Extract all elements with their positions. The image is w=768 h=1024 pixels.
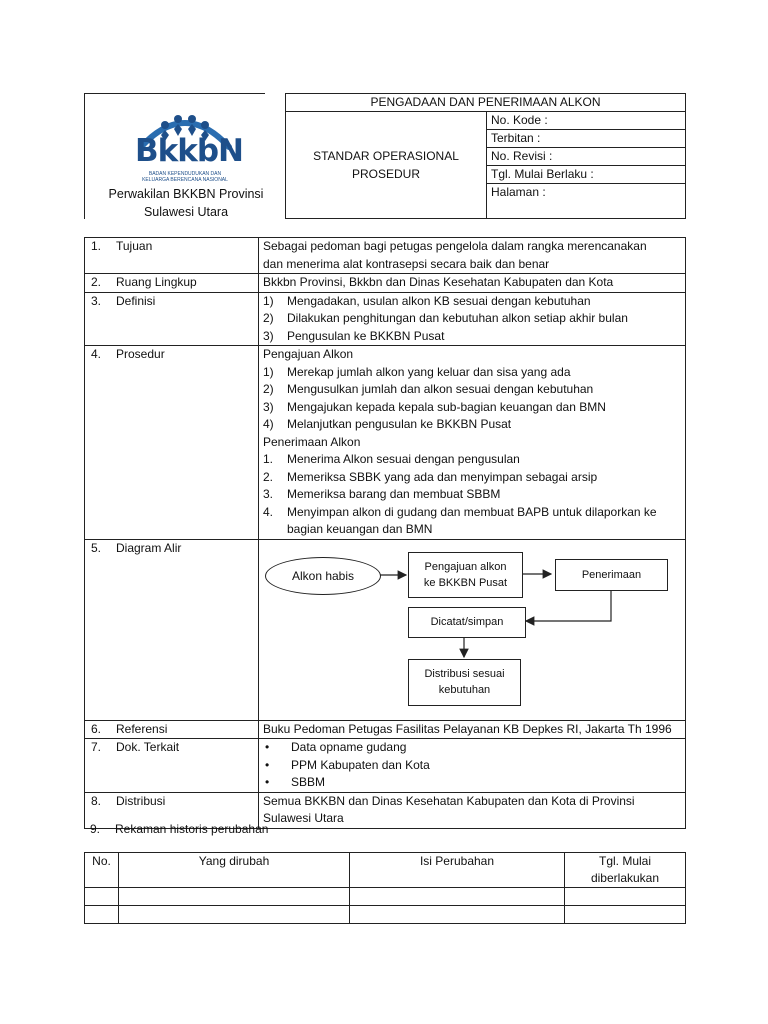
history-num: 9. bbox=[90, 822, 101, 836]
history-title-text: Rekaman historis perubahan bbox=[115, 822, 269, 836]
label-dok-terkait bbox=[85, 739, 259, 793]
value-distribusi bbox=[259, 792, 686, 828]
list-item bbox=[263, 757, 681, 775]
list-marker: 4) bbox=[263, 417, 274, 431]
list-item bbox=[263, 469, 681, 487]
list-text: Data opname gudang bbox=[291, 740, 407, 754]
list-item bbox=[263, 451, 681, 469]
value-diagram-alir bbox=[259, 539, 686, 720]
list-text: Dilakukan penghitungan dan kebutuhan alkon setiap akhir bulan bbox=[287, 311, 628, 325]
col-yang-dirubah: Yang dirubah bbox=[119, 853, 350, 888]
distribusi-line1: Semua BKKBN dan Dinas Kesehatan Kabupaten dan Kota di Provinsi bbox=[263, 793, 635, 808]
logo-subtext: BADAN KEPENDUDUKAN DAN KELUARGA BERENCANA NASIONAL bbox=[142, 171, 228, 183]
doc-type-line2: PROSEDUR bbox=[351, 167, 420, 181]
node-pengajuan bbox=[408, 552, 523, 598]
node-distribusi bbox=[408, 659, 521, 706]
label-referensi-text: Referensi bbox=[116, 721, 168, 736]
label-prosedur bbox=[85, 346, 259, 540]
node-penerimaan: Penerimaan bbox=[555, 559, 668, 591]
row-tujuan bbox=[85, 238, 686, 274]
node-pengajuan-line2: ke BKKBN Pusat bbox=[423, 576, 508, 589]
logo-cell bbox=[84, 93, 287, 219]
node-dicatat: Dicatat/simpan bbox=[408, 607, 526, 638]
bullet-icon: • bbox=[265, 757, 270, 772]
list-item bbox=[263, 293, 681, 311]
label-tujuan-text: Tujuan bbox=[116, 239, 153, 253]
row-referensi bbox=[85, 720, 686, 739]
logo-wordmark: BkkbN bbox=[135, 133, 243, 169]
list-text: Melanjutkan pengusulan ke BKKBN Pusat bbox=[287, 417, 512, 431]
list-text: Mengusulkan jumlah dan alkon sesuai dengan kebutuhan bbox=[287, 382, 594, 396]
sop-table bbox=[84, 237, 686, 829]
list-item bbox=[263, 774, 681, 792]
label-ruang-lingkup bbox=[85, 274, 259, 293]
table-cell[interactable] bbox=[350, 906, 565, 924]
list-item bbox=[263, 416, 681, 434]
history-header-row bbox=[85, 853, 686, 888]
list-text: Menerima Alkon sesuai dengan pengusulan bbox=[287, 452, 520, 466]
list-item bbox=[263, 399, 681, 417]
col-tgl-mulai bbox=[565, 853, 686, 888]
list-marker: 1) bbox=[263, 364, 274, 379]
row-ruang-lingkup bbox=[85, 274, 686, 293]
table-cell[interactable] bbox=[350, 888, 565, 906]
col-tgl-line2: diberlakukan bbox=[590, 871, 660, 885]
doc-title: PENGADAAN DAN PENERIMAAN ALKON bbox=[286, 94, 686, 112]
col-isi-perubahan: Isi Perubahan bbox=[350, 853, 565, 888]
field-no-revisi: No. Revisi : bbox=[487, 148, 686, 166]
value-tujuan bbox=[259, 238, 686, 274]
num-distribusi: 8. bbox=[91, 793, 102, 808]
col-no: No. bbox=[85, 853, 119, 888]
node-distribusi-line2: kebutuhan bbox=[438, 684, 491, 696]
label-diagram-text: Diagram Alir bbox=[116, 540, 182, 555]
table-row bbox=[85, 888, 686, 906]
list-text: Pengusulan ke BKKBN Pusat bbox=[287, 328, 445, 343]
row-prosedur bbox=[85, 346, 686, 540]
label-tujuan bbox=[85, 238, 259, 274]
node-pengajuan-line1: Pengajuan alkon bbox=[424, 560, 507, 573]
tujuan-line1: Sebagai pedoman bagi petugas pengelola dalam rangka merencanakan bbox=[263, 239, 647, 253]
header-top-rule bbox=[85, 93, 265, 94]
table-row bbox=[85, 906, 686, 924]
doc-type-line1: STANDAR OPERASIONAL bbox=[313, 149, 459, 163]
num-dok: 7. bbox=[91, 740, 102, 754]
doc-type bbox=[286, 112, 487, 219]
table-cell[interactable] bbox=[565, 906, 686, 924]
org-name-line1: Perwakilan BKKBN Provinsi bbox=[108, 187, 264, 201]
label-diagram-alir bbox=[85, 539, 259, 720]
history-table bbox=[84, 852, 686, 924]
list-text: Menyimpan alkon di gudang dan membuat BAPB untuk dilaporkan ke bagian keuangan dan BMN bbox=[287, 504, 657, 536]
list-marker: 2. bbox=[263, 469, 274, 484]
history-title bbox=[90, 822, 268, 836]
value-dok-terkait bbox=[259, 739, 686, 793]
list-item bbox=[263, 504, 681, 539]
label-dok-text: Dok. Terkait bbox=[116, 740, 180, 754]
col-tgl-line1: Tgl. Mulai bbox=[598, 854, 651, 868]
distribusi-line2: Sulawesi Utara bbox=[263, 811, 344, 825]
list-text: Memeriksa barang dan membuat SBBM bbox=[287, 487, 501, 501]
field-tgl-berlaku: Tgl. Mulai Berlaku : bbox=[487, 166, 686, 184]
node-alkon-habis: Alkon habis bbox=[265, 557, 381, 595]
list-text: Mengadakan, usulan alkon KB sesuai dengan kebutuhan bbox=[287, 293, 591, 308]
value-prosedur bbox=[259, 346, 686, 540]
list-marker: 2) bbox=[263, 311, 274, 325]
row-diagram-alir bbox=[85, 539, 686, 720]
value-referensi: Buku Pedoman Petugas Fasilitas Pelayanan KB Depkes RI, Jakarta Th 1996 bbox=[259, 720, 686, 739]
header-table bbox=[285, 93, 686, 219]
num-tujuan: 1. bbox=[91, 239, 102, 253]
list-text: Mengajukan kepada kepala sub-bagian keuangan dan BMN bbox=[287, 399, 606, 414]
list-item bbox=[263, 486, 681, 504]
list-text: PPM Kabupaten dan Kota bbox=[291, 757, 430, 772]
field-halaman: Halaman : bbox=[487, 184, 686, 219]
table-cell[interactable] bbox=[565, 888, 686, 906]
label-ruang-text: Ruang Lingkup bbox=[116, 275, 197, 289]
list-marker: 1) bbox=[263, 293, 274, 308]
num-prosedur: 4. bbox=[91, 347, 102, 361]
field-no-kode: No. Kode : bbox=[487, 112, 686, 130]
prosedur-heading-pengajuan: Pengajuan Alkon bbox=[263, 347, 354, 361]
list-item bbox=[263, 310, 681, 328]
flowchart bbox=[259, 540, 685, 720]
list-marker: 3) bbox=[263, 399, 274, 414]
table-cell[interactable] bbox=[85, 906, 119, 924]
list-marker: 2) bbox=[263, 382, 274, 396]
num-definisi: 3. bbox=[91, 293, 102, 308]
list-item bbox=[263, 328, 681, 346]
list-marker: 1. bbox=[263, 452, 274, 466]
field-terbitan: Terbitan : bbox=[487, 130, 686, 148]
list-item bbox=[263, 364, 681, 382]
org-name-line2: Sulawesi Utara bbox=[143, 205, 229, 219]
list-text: Merekap jumlah alkon yang keluar dan sisa yang ada bbox=[287, 364, 571, 379]
list-item bbox=[263, 739, 681, 757]
label-prosedur-text: Prosedur bbox=[116, 347, 165, 361]
bullet-icon: • bbox=[265, 740, 270, 754]
num-diagram: 5. bbox=[91, 540, 102, 555]
list-text: SBBM bbox=[291, 775, 326, 789]
num-ruang: 2. bbox=[91, 275, 102, 289]
list-marker: 3) bbox=[263, 328, 274, 343]
row-definisi bbox=[85, 292, 686, 346]
num-referensi: 6. bbox=[91, 721, 102, 736]
value-ruang-lingkup: Bkkbn Provinsi, Bkkbn dan Dinas Kesehatan Kabupaten dan Kota bbox=[259, 274, 686, 293]
row-dok-terkait bbox=[85, 739, 686, 793]
tujuan-line2: dan menerima alat kontrasepsi secara baik dan benar bbox=[263, 256, 550, 271]
table-cell[interactable] bbox=[119, 906, 350, 924]
bullet-icon: • bbox=[265, 775, 270, 789]
list-text: Memeriksa SBBK yang ada dan menyimpan sebagai arsip bbox=[287, 469, 598, 484]
list-item bbox=[263, 381, 681, 399]
label-definisi bbox=[85, 292, 259, 346]
arrow-penerimaan-to-dicatat bbox=[526, 589, 611, 621]
label-definisi-text: Definisi bbox=[116, 293, 156, 308]
list-marker: 4. bbox=[263, 504, 274, 519]
label-distribusi-text: Distribusi bbox=[116, 793, 166, 808]
table-cell[interactable] bbox=[119, 888, 350, 906]
node-distribusi-line1: Distribusi sesuai bbox=[424, 668, 505, 680]
table-cell[interactable] bbox=[85, 888, 119, 906]
list-marker: 3. bbox=[263, 487, 274, 501]
prosedur-heading-penerimaan: Penerimaan Alkon bbox=[263, 434, 361, 449]
value-definisi bbox=[259, 292, 686, 346]
label-referensi bbox=[85, 720, 259, 739]
